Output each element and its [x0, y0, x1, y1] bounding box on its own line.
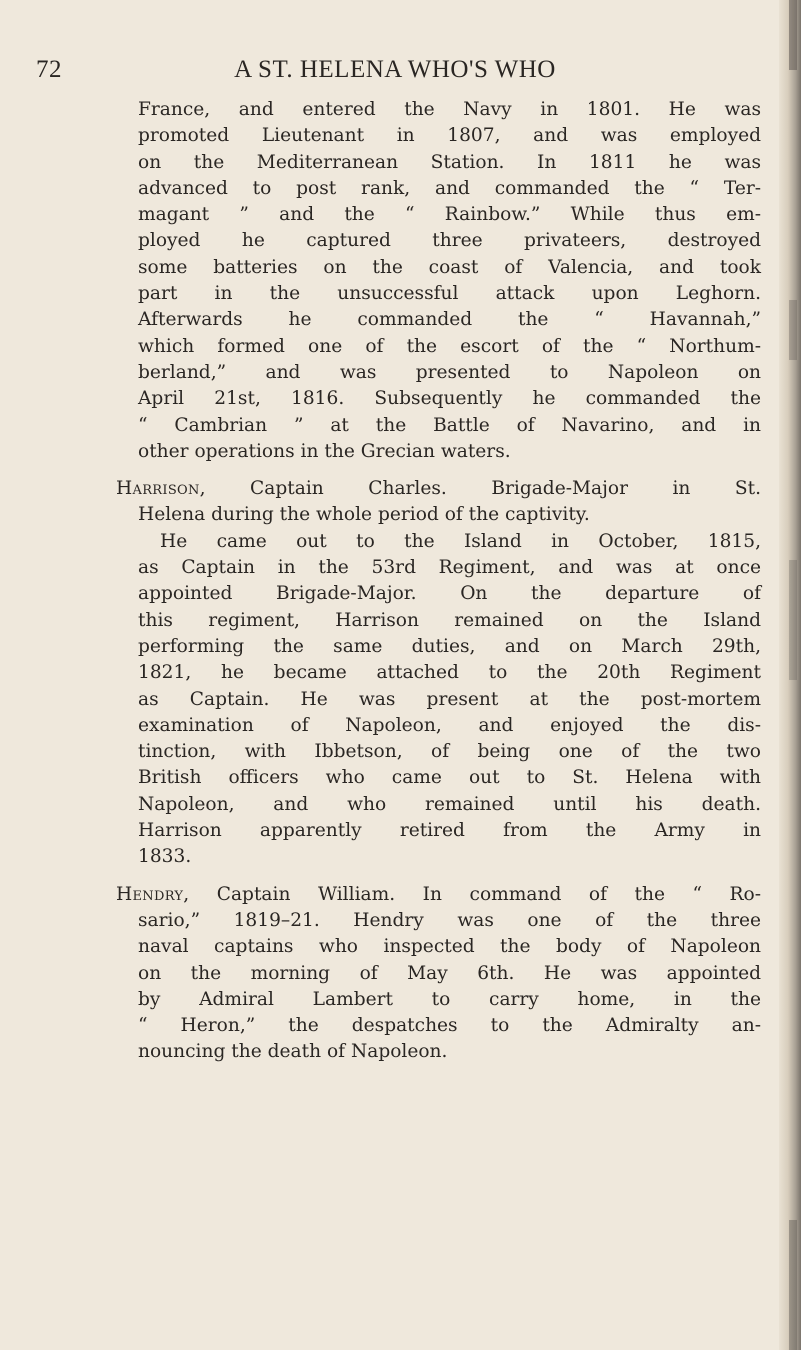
text-line: sario,” 1819–21. Hendry was one of the three	[138, 909, 761, 931]
page-edge-mark	[789, 560, 797, 680]
page-edge-mark	[789, 1220, 797, 1350]
entry-hendry	[116, 882, 761, 1066]
text-line: France, and entered the Navy in 1801. He was	[138, 99, 761, 120]
text-line: by Admiral Lambert to carry home, in the	[138, 988, 761, 1010]
entry-heading-rest: , Captain Charles. Brigade-Major in St.	[199, 478, 761, 500]
text-line: naval captains who inspected the body of Napoleon	[138, 936, 761, 958]
text-line: on the morning of May 6th. He was appointed	[138, 962, 761, 984]
text-line: 1833.	[138, 846, 192, 868]
text-line: berland,” and was presented to Napoleon on	[138, 361, 761, 383]
text-line: “ Heron,” the despatches to the Admiralty an-	[138, 1015, 761, 1037]
text-line: April 21st, 1816. Subsequently he commanded the	[138, 388, 761, 410]
entry-spacer	[138, 465, 761, 476]
page-edge-mark	[789, 300, 797, 360]
running-title: A ST. HELENA WHO'S WHO	[234, 56, 556, 83]
text-line: ployed he captured three privateers, destroyed	[138, 230, 761, 252]
text-line: Harrison apparently retired from the Army in	[138, 820, 761, 842]
text-line: Helena during the whole period of the captivity.	[138, 504, 590, 526]
text-line: as Captain. He was present at the post-mortem	[138, 688, 761, 710]
text-line: 1821, he became attached to the 20th Regiment	[138, 662, 761, 684]
text-line: this regiment, Harrison remained on the Island	[138, 609, 761, 631]
text-line: promoted Lieutenant in 1807, and was employed	[138, 125, 761, 147]
text-line: British officers who came out to St. Helena with	[138, 767, 761, 789]
text-line: on the Mediterranean Station. In 1811 he was	[138, 151, 761, 173]
running-head	[0, 56, 770, 88]
continuation-paragraph	[138, 97, 761, 465]
text-line: examination of Napoleon, and enjoyed the dis-	[138, 714, 761, 736]
page-edge-shadow	[779, 0, 801, 1350]
text-line: performing the same duties, and on March 29th,	[138, 635, 761, 657]
text-line: tinction, with Ibbetson, of being one of the two	[138, 741, 761, 763]
text-line: Afterwards he commanded the “ Havannah,”	[138, 309, 761, 331]
text-line: some batteries on the coast of Valencia, and took	[138, 256, 761, 278]
text-line: as Captain in the 53rd Regiment, and was at once	[138, 557, 761, 579]
text-line: nouncing the death of Napoleon.	[138, 1041, 448, 1063]
entry-heading-line	[116, 476, 761, 502]
page-number: 72	[36, 56, 62, 83]
entry-heading-rest: , Captain William. In command of the “ Ro-	[183, 883, 761, 905]
text-line: Napoleon, and who remained until his death.	[138, 793, 761, 815]
text-line: which formed one of the escort of the “ Northum-	[138, 335, 761, 357]
entry-harrison	[116, 476, 761, 870]
text-line: other operations in the Grecian waters.	[138, 440, 511, 462]
text-line: part in the unsuccessful attack upon Leghorn.	[138, 283, 761, 305]
entry-heading-line	[116, 882, 761, 908]
page-edge-mark	[789, 0, 797, 70]
entry-name: Harrison	[116, 478, 200, 500]
text-line: appointed Brigade-Major. On the departure of	[138, 583, 761, 605]
body-text	[116, 97, 761, 1066]
text-line: magant ” and the “ Rainbow.” While thus em-	[138, 204, 761, 226]
text-line: “ Cambrian ” at the Battle of Navarino, and in	[138, 414, 761, 436]
text-line: He came out to the Island in October, 1815,	[160, 530, 761, 552]
entry-spacer	[138, 871, 761, 882]
text-line: advanced to post rank, and commanded the “ Ter-	[138, 177, 761, 199]
entry-name: Hendry	[116, 883, 184, 905]
